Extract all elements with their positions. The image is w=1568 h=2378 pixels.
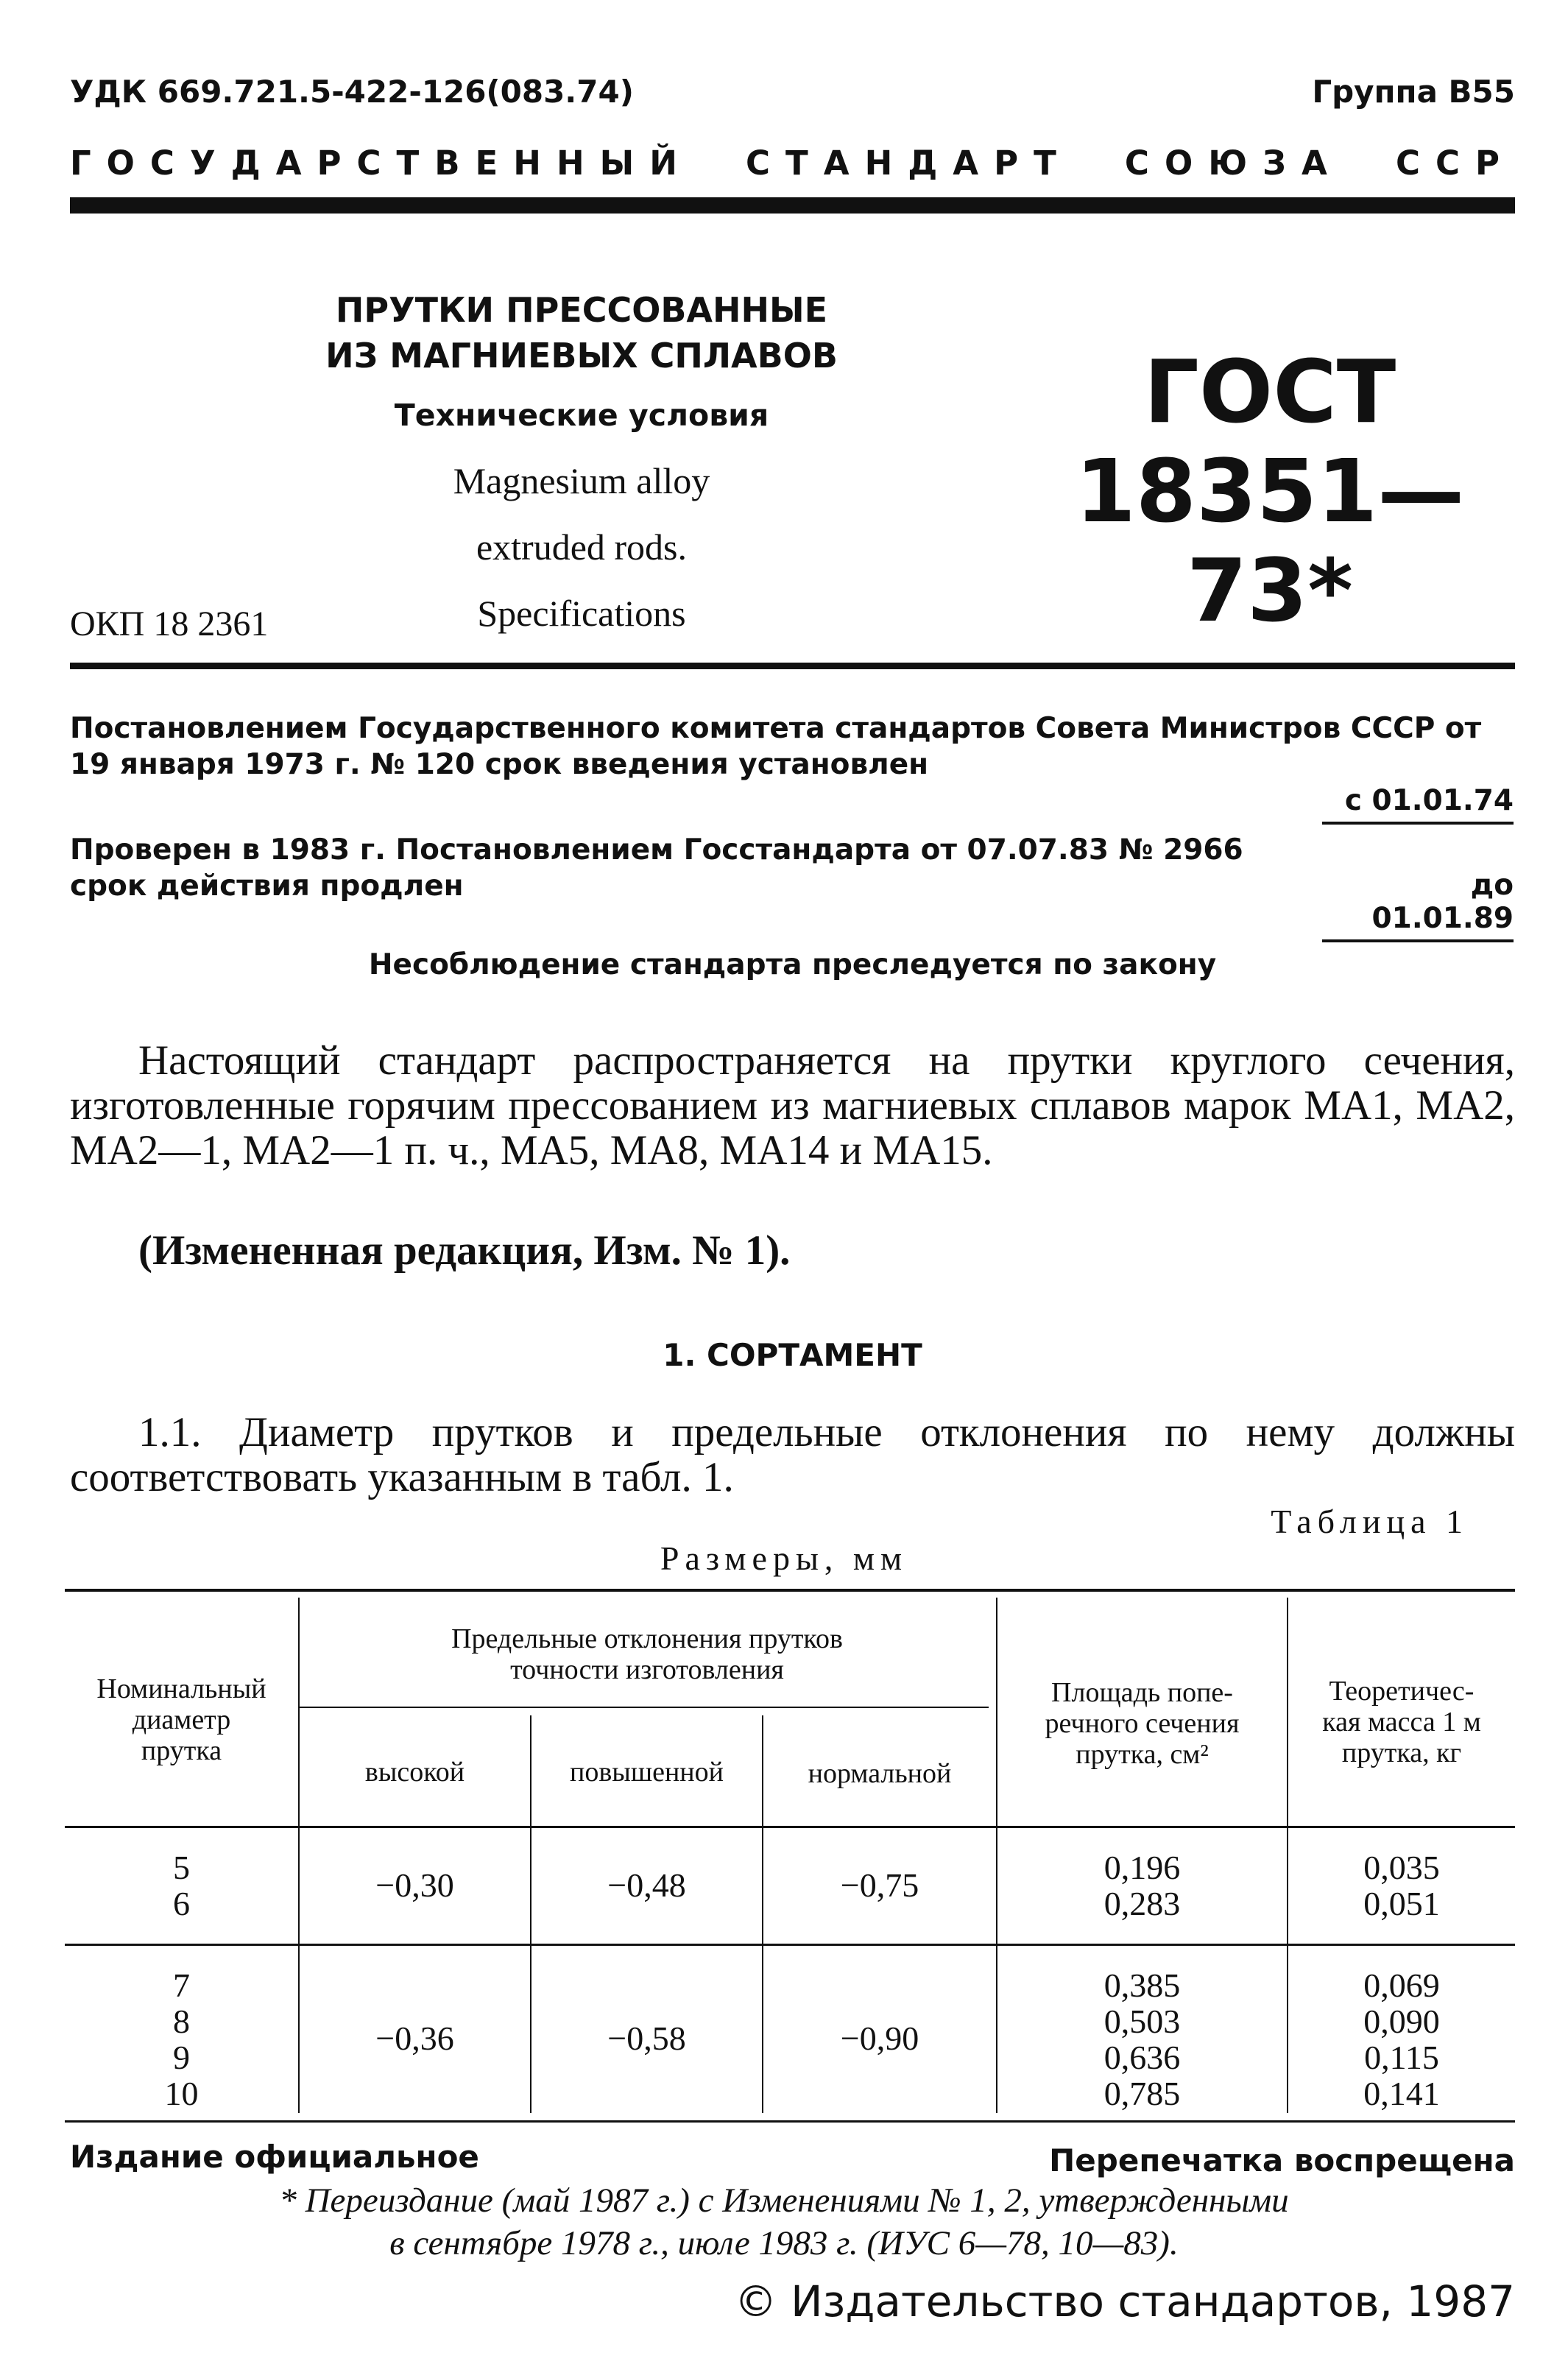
mass-group-1: 0,035 0,051 bbox=[1363, 1849, 1440, 1922]
header-cross-section-area: Площадь попе- речного сечения прутка, см² bbox=[1045, 1677, 1240, 1770]
section-title: 1. СОРТАМЕНТ bbox=[663, 1337, 922, 1373]
english-title-1: Magnesium alloy bbox=[453, 460, 710, 501]
state-word-1: ГОСУДАРСТВЕННЫЙ bbox=[70, 144, 693, 183]
english-title-2: extruded rods. bbox=[476, 526, 688, 568]
decree-text: Постановлением Государственного комитета стандартов Совета Министров СССР от 19 января 1973 г. № 120 срок введения установлен bbox=[70, 712, 1482, 781]
deviation-high-group-2: −0,36 bbox=[375, 2019, 454, 2057]
header-rule bbox=[70, 197, 1515, 214]
clause-1-1: 1.1. Диаметр прутков и предельные отклонения по нему должны соответствовать указанным в табл. 1. bbox=[70, 1409, 1515, 1500]
deviation-high-group-1: −0,30 bbox=[375, 1866, 454, 1904]
dimensions-table bbox=[65, 1589, 1515, 2123]
subtitle: Технические условия bbox=[394, 398, 769, 433]
table-units: Размеры, мм bbox=[660, 1539, 908, 1577]
amendment-note: (Измененная редакция, Изм. № 1). bbox=[138, 1227, 791, 1274]
reissue-line-1: * Переиздание (май 1987 г.) с Изменениями № 1, 2, утвержденными bbox=[279, 2181, 1289, 2220]
group-divider-rule bbox=[65, 1944, 1515, 1946]
reissue-note bbox=[0, 2179, 1568, 2265]
title-line-2: ИЗ МАГНИЕВЫХ СПЛАВОВ bbox=[325, 336, 838, 375]
header-nominal-diameter: Номинальный диаметр прутка bbox=[96, 1673, 266, 1766]
header-normal-precision: нормальной bbox=[808, 1758, 952, 1789]
gost-label: ГОСТ bbox=[1143, 341, 1396, 442]
title-rule bbox=[70, 663, 1515, 669]
english-title-3: Specifications bbox=[477, 593, 686, 634]
deviation-increased-group-2: −0,58 bbox=[607, 2019, 686, 2057]
table-bottom-rule bbox=[65, 2120, 1515, 2123]
mass-group-2: 0,069 0,090 0,115 0,141 bbox=[1363, 1966, 1440, 2112]
udk-code: УДК 669.721.5-422-126(083.74) bbox=[70, 74, 634, 110]
title-line-1: ПРУТКИ ПРЕССОВАННЫЕ bbox=[335, 290, 828, 330]
table-row: 5 6 bbox=[173, 1849, 190, 1922]
area-group-1: 0,196 0,283 bbox=[1103, 1849, 1181, 1922]
deviation-normal-group-2: −0,90 bbox=[840, 2019, 919, 2057]
official-edition: Издание официальное bbox=[70, 2139, 479, 2175]
gost-number: 18351—73* bbox=[1075, 440, 1465, 641]
gost-designation bbox=[1031, 342, 1509, 641]
deviation-normal-group-1: −0,75 bbox=[840, 1866, 919, 1904]
publisher-copyright: © Издательство стандартов, 1987 bbox=[734, 2276, 1515, 2326]
reprint-prohibited: Перепечатка воспрещена bbox=[1049, 2142, 1515, 2178]
deviation-increased-group-1: −0,48 bbox=[607, 1866, 686, 1904]
group-code: Группа В55 bbox=[1312, 74, 1515, 110]
state-word-4: ССР bbox=[1395, 144, 1515, 183]
header-bottom-rule bbox=[65, 1826, 1515, 1828]
state-word-2: СТАНДАРТ bbox=[746, 144, 1072, 183]
legal-warning: Несоблюдение стандарта преследуется по закону bbox=[368, 948, 1217, 981]
table-row: 7 8 9 10 bbox=[164, 1966, 199, 2112]
header-theoretical-mass: Теоретичес- кая масса 1 м прутка, кг bbox=[1322, 1676, 1481, 1768]
okp-code: ОКП 18 2361 bbox=[70, 604, 269, 643]
subheader-rule bbox=[298, 1707, 989, 1708]
header-deviations: Предельные отклонения прутков точности изготовления bbox=[451, 1623, 843, 1685]
table-label: Таблица 1 bbox=[1271, 1503, 1469, 1540]
header-high-precision: высокой bbox=[364, 1757, 465, 1788]
reissue-line-2: в сентябре 1978 г., июле 1983 г. (ИУС 6—78, 10—83). bbox=[389, 2224, 1179, 2262]
date-from: с 01.01.74 bbox=[1322, 784, 1514, 825]
table-top-rule bbox=[65, 1589, 1515, 1592]
date-to: до 01.01.89 bbox=[1322, 869, 1514, 942]
state-word-3: СОЮЗА bbox=[1124, 144, 1343, 183]
state-standard-banner bbox=[70, 144, 1515, 183]
intro-paragraph: Настоящий стандарт распространяется на прутки круглого сечения, изготовленные горячим прессованием из магниевых сплавов марок МА1, МА2, МА2—1, МА2—1 п. ч., МА5, МА8, МА14 и МА15. bbox=[70, 1037, 1515, 1174]
title-block bbox=[250, 287, 913, 632]
verified-text: Проверен в 1983 г. Постановлением Госстандарта от 07.07.83 № 2966 срок действия продлен bbox=[70, 833, 1243, 903]
header-increased-precision: повышенной bbox=[570, 1757, 724, 1788]
area-group-2: 0,385 0,503 0,636 0,785 bbox=[1103, 1966, 1181, 2112]
